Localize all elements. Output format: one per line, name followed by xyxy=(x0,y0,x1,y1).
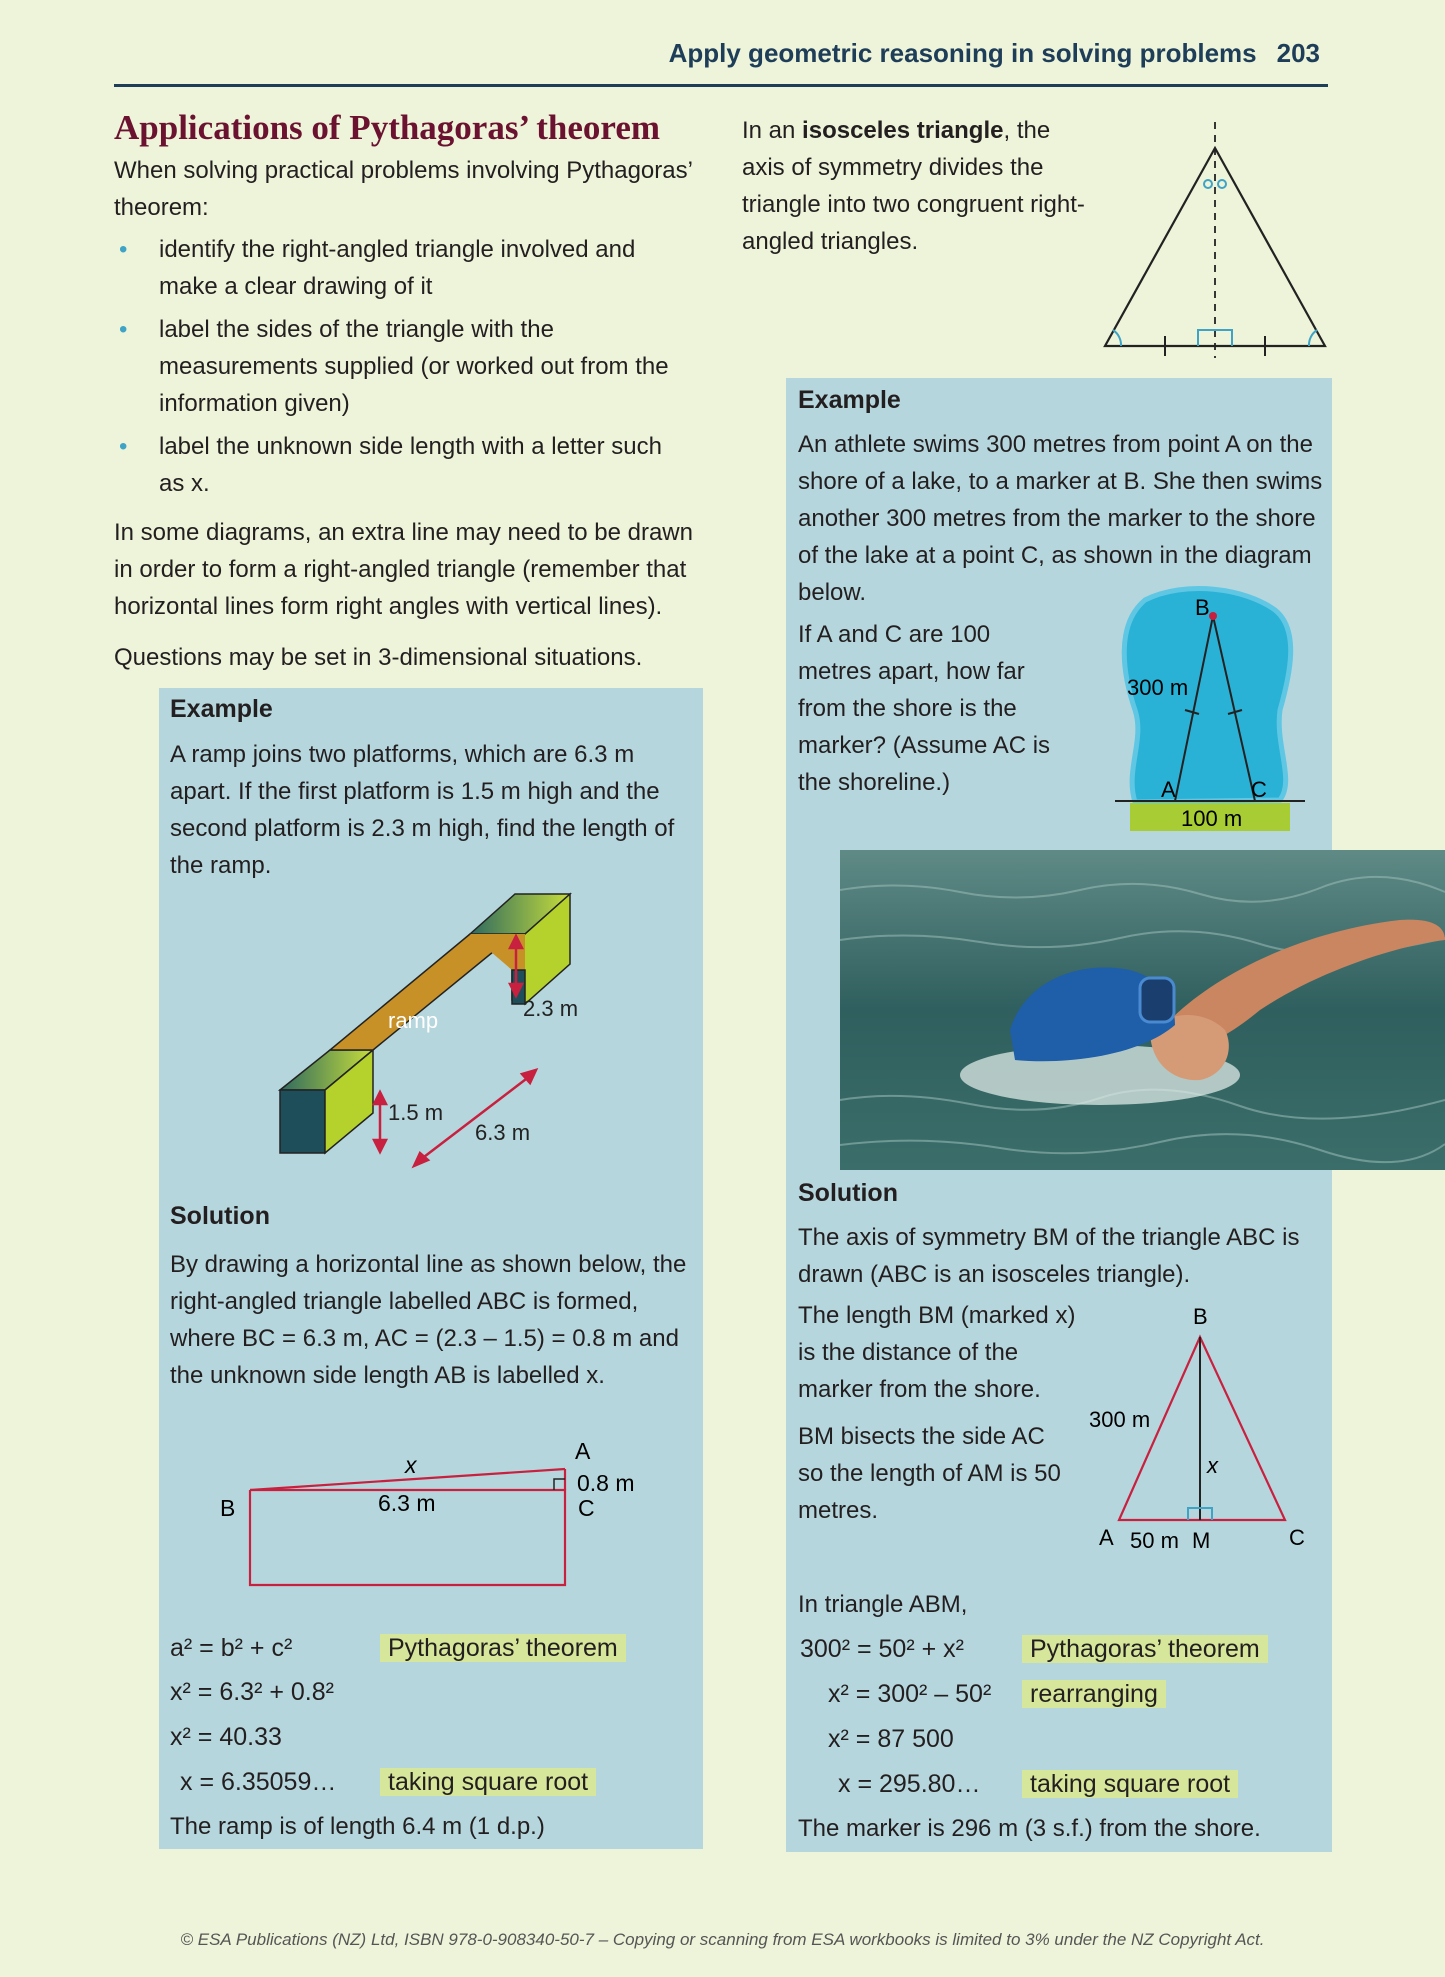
running-header xyxy=(669,38,1320,69)
working-note xyxy=(1022,1762,1238,1806)
vertex-m-label: M xyxy=(1192,1528,1211,1553)
triangle-abc-diagram xyxy=(210,1410,650,1595)
page-number: 203 xyxy=(1276,38,1320,68)
equation: x² = 6.3² + 0.8² xyxy=(170,1678,334,1706)
equation: x = 295.80… xyxy=(838,1770,981,1798)
side-x-label: x xyxy=(1207,1453,1218,1478)
working-line xyxy=(170,1715,282,1759)
example-heading: Example xyxy=(170,695,273,723)
ramp-diagram xyxy=(270,880,620,1190)
bullet-icon: • xyxy=(119,316,128,343)
solution-text: By drawing a horizontal line as shown below, the right-angled triangle labelled ABC is formed, where BC = 6.3 m, AC = (2.3 – 1.5) = 0.8 m and the unknown side length AB is labelled x. xyxy=(170,1251,687,1389)
working-note xyxy=(1022,1672,1166,1716)
paragraph-3d: Questions may be set in 3-dimensional situations. xyxy=(114,644,643,671)
bullet-icon: • xyxy=(119,236,128,263)
bullet-item xyxy=(119,231,689,305)
vertex-c-label: C xyxy=(1289,1525,1305,1550)
gap-6.3-label: 6.3 m xyxy=(475,1120,531,1145)
equation: x² = 87 500 xyxy=(828,1725,954,1753)
equation: 300² = 50² + x² xyxy=(800,1635,964,1663)
solution-text: The axis of symmetry BM of the triangle ABC is drawn (ABC is an isosceles triangle). xyxy=(798,1224,1300,1288)
in-triangle-text: In triangle ABM, xyxy=(798,1591,968,1618)
goggles xyxy=(1140,978,1174,1022)
note-pythagoras: Pythagoras’ theorem xyxy=(380,1634,626,1662)
marker-dot xyxy=(1209,612,1217,620)
working-note xyxy=(380,1760,596,1804)
vertex-a-label: A xyxy=(1099,1525,1114,1550)
intro-text: When solving practical problems involving Pythagoras’ theorem: xyxy=(114,157,693,221)
vertex-c-label: C xyxy=(578,1495,595,1521)
side-ac-label: 0.8 m xyxy=(577,1470,635,1496)
iso-term: isosceles triangle xyxy=(802,117,1004,144)
lake-diagram xyxy=(1115,580,1315,835)
isosceles-text xyxy=(742,112,1092,260)
note-rearranging: rearranging xyxy=(1022,1680,1166,1708)
working-note xyxy=(380,1626,626,1670)
working-line xyxy=(838,1762,980,1806)
note-pythagoras: Pythagoras’ theorem xyxy=(1022,1635,1268,1663)
bm-text: The length BM (marked x) is the distance of the marker from the shore. xyxy=(798,1302,1076,1403)
iso-text-post: , the axis of symmetry divides the triangle into two congruent right-angled triangles. xyxy=(742,117,1085,255)
bisect-text: BM bisects the side AC so the length of AM is 50 metres. xyxy=(798,1423,1061,1524)
lake-side-label: 300 m xyxy=(1127,675,1189,700)
side-ab-label: 300 m xyxy=(1089,1407,1151,1432)
side-bc-label: 6.3 m xyxy=(378,1490,436,1516)
bullet-item xyxy=(119,311,689,422)
swimmer-photo xyxy=(840,850,1445,1170)
lake-base-label: 100 m xyxy=(1181,806,1243,831)
vertex-b-label: B xyxy=(220,1495,236,1521)
working-line xyxy=(170,1626,292,1670)
height-1.5-label: 1.5 m xyxy=(388,1100,444,1125)
low-platform xyxy=(280,1050,373,1153)
lake-vertex-b: B xyxy=(1195,595,1210,620)
side-am-label: 50 m xyxy=(1130,1528,1179,1553)
bullet-item xyxy=(119,428,679,502)
note-square-root: taking square root xyxy=(1022,1770,1238,1798)
header-title: Apply geometric reasoning in solving problems xyxy=(668,38,1257,68)
working-line xyxy=(800,1627,964,1671)
example-question: If A and C are 100 metres apart, how far from the shore is the marker? (Assume AC is the shoreline.) xyxy=(798,621,1051,796)
triangle-abm-diagram xyxy=(1085,1300,1325,1560)
bullet-text: identify the right-angled triangle involved and make a clear drawing of it xyxy=(159,236,636,300)
equation: a² = b² + c² xyxy=(170,1634,293,1662)
equation: x = 6.35059… xyxy=(180,1768,337,1796)
working-line xyxy=(828,1717,954,1761)
bullet-text: label the sides of the triangle with the measurements supplied (or worked out from the information given) xyxy=(159,316,669,417)
header-rule xyxy=(114,84,1328,87)
example-heading: Example xyxy=(798,386,901,414)
vertex-a-label: A xyxy=(575,1438,591,1464)
working-line xyxy=(170,1670,334,1714)
marker-answer: The marker is 296 m (3 s.f.) from the shore. xyxy=(798,1815,1261,1842)
example-text: A ramp joins two platforms, which are 6.3 m apart. If the first platform is 1.5 m high and the second platform is 2.3 m high, find the length of the ramp. xyxy=(170,741,675,879)
lake-vertex-a: A xyxy=(1161,777,1176,802)
note-square-root: taking square root xyxy=(380,1768,596,1796)
lake-vertex-c: C xyxy=(1251,777,1267,802)
side-x-label: x xyxy=(405,1452,417,1478)
example-text: An athlete swims 300 metres from point A on the shore of a lake, to a marker at B. She then swims another 300 metres from the marker to the shore of the lake at a point C, as shown in the diagram below. xyxy=(798,431,1323,606)
paragraph-extra-line: In some diagrams, an extra line may need to be drawn in order to form a right-angled triangle (remember that horizontal lines form right angles with vertical lines). xyxy=(114,519,693,620)
equation: x² = 300² – 50² xyxy=(828,1680,992,1708)
ramp-answer: The ramp is of length 6.4 m (1 d.p.) xyxy=(170,1813,545,1840)
copyright-footer: © ESA Publications (NZ) Ltd, ISBN 978-0-908340-50-7 – Copying or scanning from ESA workbooks is limited to 3% under the NZ Copyright Act. xyxy=(180,1930,1265,1949)
height-2.3-label: 2.3 m xyxy=(523,996,579,1021)
vertex-b-label: B xyxy=(1193,1304,1208,1329)
bullet-icon: • xyxy=(119,433,128,460)
equation: x² = 40.33 xyxy=(170,1723,282,1751)
bullet-text: label the unknown side length with a letter such as x. xyxy=(159,433,662,497)
working-line xyxy=(180,1760,336,1804)
working-note xyxy=(1022,1627,1268,1671)
solution-heading: Solution xyxy=(170,1202,270,1230)
solution-heading: Solution xyxy=(798,1179,898,1207)
section-heading: Applications of Pythagoras’ theorem xyxy=(114,108,661,147)
iso-text-pre: In an xyxy=(742,117,803,144)
height-1.5-arrow xyxy=(374,1092,386,1152)
isosceles-diagram xyxy=(1095,118,1335,358)
right-angle-mark xyxy=(554,1479,565,1490)
working-line xyxy=(828,1672,991,1716)
ramp-label: ramp xyxy=(388,1008,439,1033)
